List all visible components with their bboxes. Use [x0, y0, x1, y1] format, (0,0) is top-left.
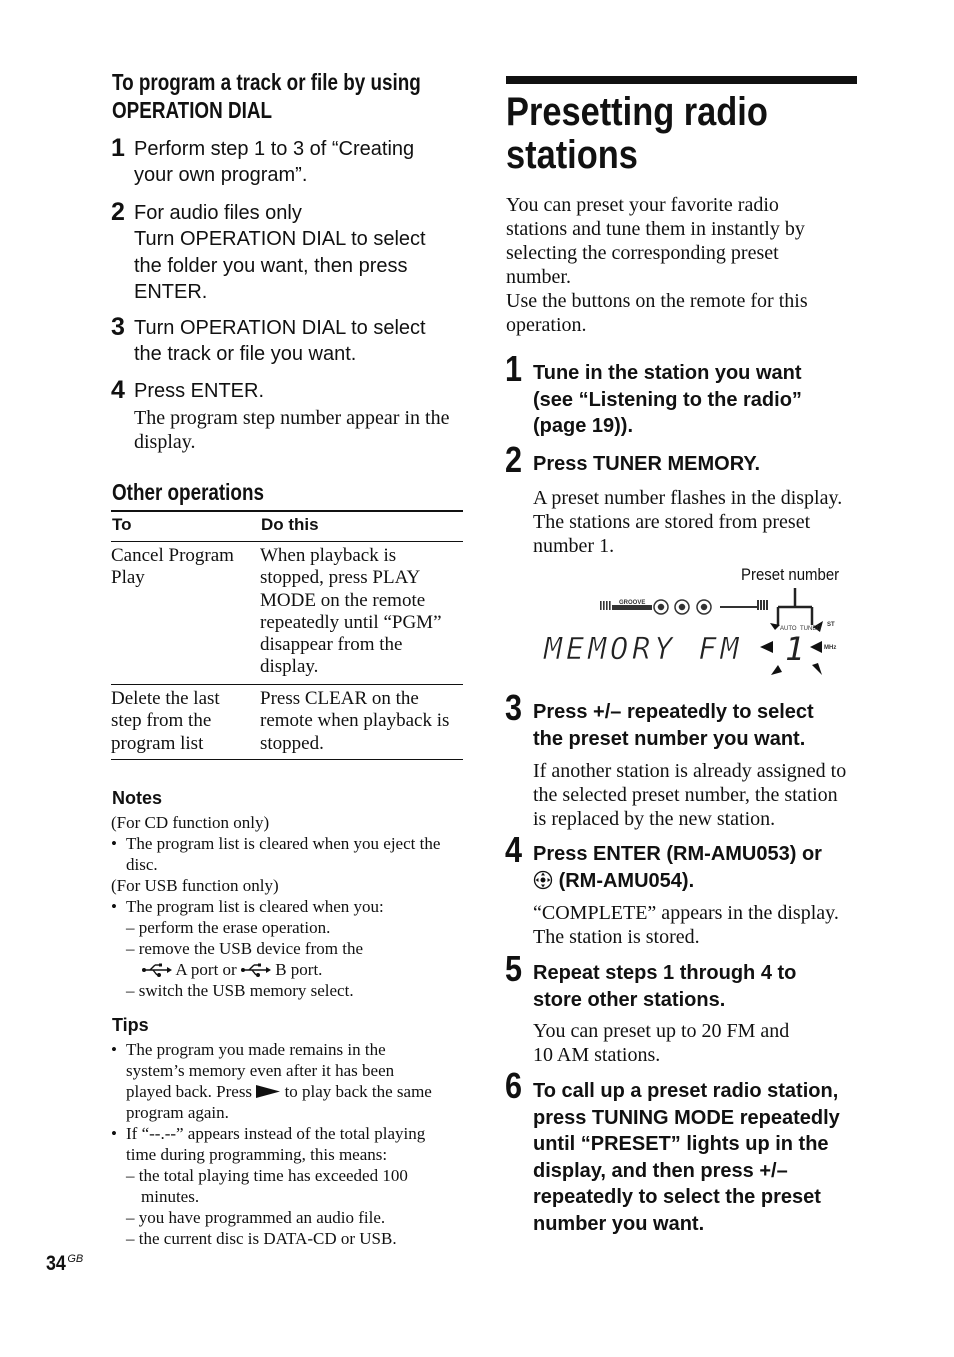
notes-usb-dash: – perform the erase operation.	[126, 918, 331, 937]
usb-icon	[142, 962, 172, 978]
play-icon	[256, 1085, 280, 1098]
cell-line: disappear from the	[260, 634, 403, 656]
page-number-value: 34	[46, 1252, 66, 1275]
cell-line: display.	[260, 656, 319, 678]
step-number: 3	[111, 313, 125, 341]
table-cell-do	[260, 688, 449, 755]
callout-line	[778, 588, 812, 625]
step-body	[533, 1019, 789, 1067]
step-body	[134, 407, 449, 454]
table-row-rule	[111, 684, 463, 685]
step-line: the folder you want, then press	[134, 254, 408, 277]
body-line: number 1.	[533, 535, 615, 557]
step-line: number you want.	[533, 1212, 705, 1235]
tip-line: The program you made remains in the	[126, 1040, 386, 1059]
body-line: the selected preset number, the station	[533, 784, 838, 806]
tip-line: program again.	[126, 1102, 229, 1122]
step-text	[134, 200, 426, 305]
step-text	[533, 841, 822, 894]
step-body	[533, 486, 842, 558]
tip-item	[111, 1040, 432, 1124]
display-illustration	[530, 585, 850, 680]
notes-usb-dash: – switch the USB memory select.	[126, 981, 354, 1000]
tip-dash-list	[126, 1166, 408, 1250]
tip-item	[111, 1124, 426, 1166]
table-cell-to	[111, 545, 234, 590]
step-number: 3	[505, 687, 523, 728]
notes-cd-label: (For CD function only)	[111, 813, 270, 832]
cell-line: Play	[111, 567, 145, 589]
step-line: until “PRESET” lights up in the	[533, 1133, 829, 1155]
step-text	[533, 360, 802, 440]
step-line: the preset number you want.	[533, 727, 806, 750]
port-b-label: B port.	[275, 960, 323, 979]
step-line: (see “Listening to the radio”	[533, 388, 802, 411]
step-number: 1	[111, 134, 125, 162]
heading-line: OPERATION DIAL	[112, 97, 272, 123]
step-text: Press ENTER.	[134, 380, 265, 402]
step-text	[134, 136, 414, 189]
disc-icons	[654, 600, 711, 614]
step-line: Repeat steps 1 through 4 to	[533, 962, 797, 984]
cell-line: Cancel Program	[111, 545, 234, 566]
tip-dash: – the current disc is DATA-CD or USB.	[126, 1228, 397, 1248]
step-line: Turn OPERATION DIAL to select	[134, 228, 426, 251]
note-line: The program list is cleared when you eject the	[126, 834, 441, 853]
table-cell-do	[260, 545, 442, 679]
tips-title: Tips	[112, 1015, 149, 1035]
step-text	[533, 960, 796, 1013]
cell-line: step from the	[111, 710, 212, 732]
tip-text: to play back the same	[284, 1081, 432, 1101]
notes-usb-dash: – remove the USB device from the	[126, 939, 363, 958]
step-line: Press ENTER (RM-AMU053) or	[533, 843, 822, 865]
body-line: display.	[134, 430, 196, 453]
notes-usb-ports	[142, 960, 322, 981]
tip-line: time during programming, this means:	[126, 1144, 388, 1164]
level-bar	[720, 600, 768, 610]
table-header-to: To	[112, 515, 132, 534]
intro-line: stations and tune them in instantly by	[506, 218, 805, 240]
body-line: “COMPLETE” appears in the display.	[533, 902, 839, 924]
page-title	[506, 91, 768, 177]
cell-line: When playback is	[260, 545, 397, 566]
body-line: is replaced by the new station.	[533, 808, 776, 830]
table-cell-to	[111, 688, 220, 755]
st-label: ST	[827, 622, 835, 628]
page-number-suffix: GB	[67, 1253, 84, 1265]
bullet: •	[111, 834, 117, 853]
notes-cd-bullet	[111, 834, 441, 876]
step-line: repeatedly to select the preset	[533, 1186, 821, 1208]
flash-rays	[760, 623, 782, 675]
cell-line: program list	[111, 732, 204, 754]
intro-text	[506, 193, 808, 337]
step-text	[134, 315, 426, 368]
step-text-part: (RM-AMU054).	[558, 869, 695, 892]
notes-title: Notes	[112, 788, 163, 808]
step-number: 4	[505, 829, 523, 870]
step-text: Press TUNER MEMORY.	[533, 453, 761, 475]
tip-dash: minutes.	[141, 1186, 200, 1206]
body-line: If another station is already assigned to	[533, 760, 847, 782]
note-line: disc.	[126, 854, 158, 874]
body-line: The program step number appear in the	[134, 407, 450, 429]
body-line: The stations are stored from preset	[533, 511, 811, 533]
step-line: To call up a preset radio station,	[533, 1080, 839, 1102]
step-number: 1	[505, 348, 523, 389]
notes-usb-label: (For USB function only)	[111, 876, 279, 895]
step-text	[533, 1078, 840, 1237]
body-line: You can preset up to 20 FM and	[533, 1020, 790, 1042]
auto-label: AUTO	[780, 626, 797, 632]
table-bottom-rule	[111, 759, 463, 760]
step-line	[533, 868, 822, 895]
bullet: •	[111, 1124, 117, 1143]
intro-line: You can preset your favorite radio	[506, 194, 779, 216]
step-line: store other stations.	[533, 988, 726, 1011]
step-line: your own program”.	[134, 164, 308, 187]
body-line: 10 AM stations.	[533, 1044, 661, 1066]
port-a-label: A port or	[175, 960, 237, 979]
step-number: 6	[505, 1065, 523, 1106]
title-rule	[506, 76, 857, 84]
tip-line	[126, 1082, 432, 1103]
tip-line: If “--.--” appears instead of the total playing	[126, 1124, 426, 1143]
table-header-do: Do this	[261, 515, 319, 534]
table-header-rule	[111, 541, 463, 542]
enter-icon	[533, 870, 553, 890]
step-line: Tune in the station you want	[533, 362, 802, 384]
page-number	[46, 1252, 83, 1276]
heading-line: To program a track or file by using	[112, 69, 421, 95]
title-line: Presetting radio	[506, 90, 768, 134]
step-line: Press +/– repeatedly to select	[533, 701, 814, 723]
step-number: 4	[111, 376, 125, 404]
other-operations-title: Other operations	[112, 479, 264, 505]
section-heading	[112, 68, 421, 124]
preset-number-callout: Preset number	[741, 565, 840, 584]
step-number: 5	[505, 948, 523, 989]
step-body	[533, 759, 846, 831]
bullet: •	[111, 897, 117, 916]
tip-dash: – you have programmed an audio file.	[126, 1207, 386, 1227]
step-line: For audio files only	[134, 202, 302, 224]
mhz-label: MHz	[824, 645, 837, 651]
step-text	[533, 699, 814, 752]
cell-line: repeatedly until “PGM”	[260, 611, 442, 633]
intro-line: number.	[506, 266, 571, 288]
intro-line: operation.	[506, 314, 587, 336]
bullet: •	[111, 1040, 117, 1059]
preset-digit: 1	[785, 630, 805, 668]
note-line: The program list is cleared when you:	[126, 897, 384, 916]
body-line: A preset number flashes in the display.	[533, 487, 843, 509]
tip-line: system’s memory even after it has been	[126, 1060, 395, 1080]
step-number: 2	[111, 198, 125, 226]
intro-line: selecting the corresponding preset	[506, 242, 779, 264]
notes-usb-bullet	[111, 897, 384, 918]
tip-text: played back. Press	[126, 1081, 253, 1101]
step-line: press TUNING MODE repeatedly	[533, 1106, 840, 1129]
cell-line: Press CLEAR on the	[260, 688, 419, 709]
usb-icon	[241, 962, 271, 978]
cell-line: stopped.	[260, 732, 324, 754]
step-line: the track or file you want.	[134, 343, 357, 366]
step-line: ENTER.	[134, 280, 208, 303]
intro-line: Use the buttons on the remote for this	[506, 290, 808, 312]
step-line: display, and then press +/–	[533, 1159, 788, 1182]
cell-line: Delete the last	[111, 688, 220, 709]
body-line: The station is stored.	[533, 926, 700, 948]
cell-line: remote when playback is	[260, 710, 450, 732]
step-line: (page 19)).	[533, 415, 634, 437]
title-line: stations	[506, 133, 638, 177]
groove-label: GROOVE	[619, 600, 646, 606]
table-top-rule	[111, 510, 463, 512]
step-line: Turn OPERATION DIAL to select	[134, 317, 426, 339]
segment-display-text: MEMORY FM	[544, 632, 743, 667]
step-number: 2	[505, 439, 523, 480]
cell-line: MODE on the remote	[260, 589, 426, 611]
tip-dash: – the total playing time has exceeded 100	[126, 1166, 408, 1185]
cell-line: stopped, press PLAY	[260, 567, 421, 589]
step-line: Perform step 1 to 3 of “Creating	[134, 138, 415, 160]
tuned-label: TUNED	[800, 626, 821, 632]
step-body	[533, 901, 839, 949]
